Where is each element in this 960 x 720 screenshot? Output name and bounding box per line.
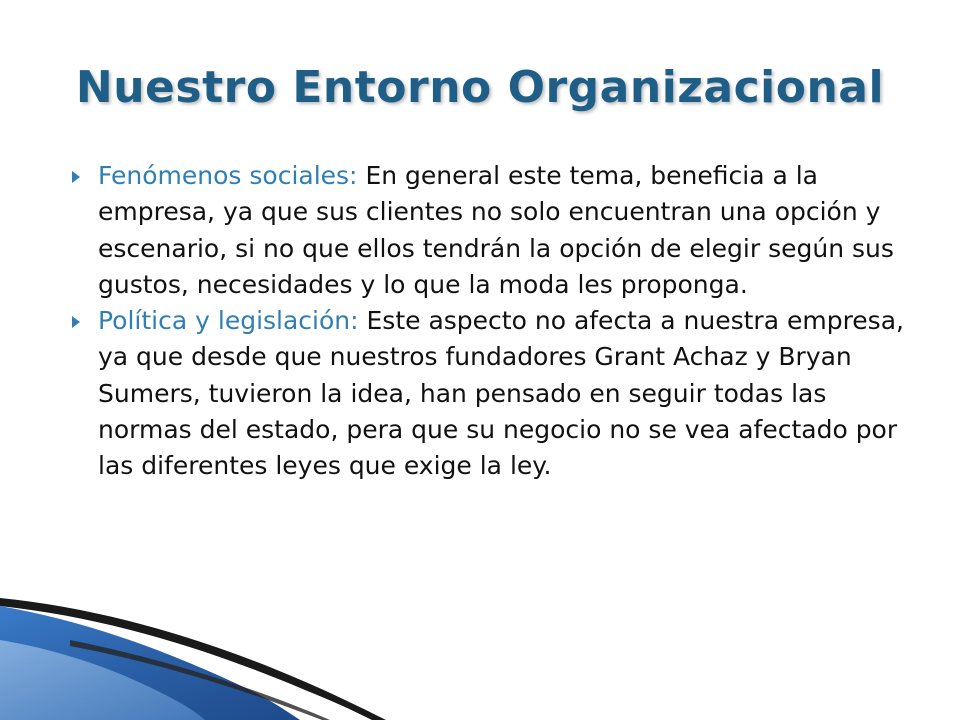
bullet-item-politics (72, 303, 917, 484)
bullet-text: Este aspecto no afecta a nuestra empresa, ya que desde que nuestros fundadores Grant Achaz y Bryan Sumers, tuvieron la idea, han pensado en seguir todas las normas del estado, pera que su negocio no se vea afectado por las diferentes leyes que exige la ley. (98, 306, 904, 481)
triangle-right-bullet-icon (72, 316, 80, 328)
slide-title: Nuestro Entorno Organizacional (75, 62, 885, 113)
bullet-label: Política y legislación: (98, 306, 367, 336)
bullet-list (72, 158, 917, 485)
bullet-label: Fenómenos sociales: (98, 161, 366, 190)
bullet-item-social (72, 158, 917, 303)
triangle-right-bullet-icon (72, 171, 80, 183)
bullet-text: En general este tema, beneficia a la empresa, ya que sus clientes no solo encuentran una opción y escenario, si no que ellos tendrán la opción de elegir según sus gustos, necesidades y lo que la moda les proponga. (98, 161, 894, 299)
